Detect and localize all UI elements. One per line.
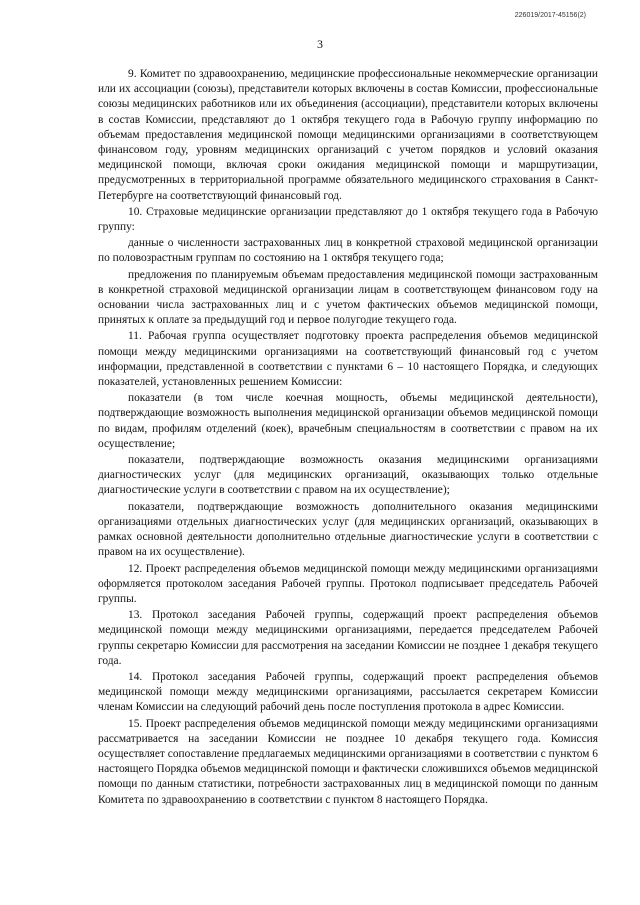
paragraph-11: 11. Рабочая группа осуществляет подготовку проекта распределения объемов медицинской помощи между медицинскими организациями на соответствующий финансовый год с учетом информации, представленной в соответствии с пунктами 6 – 10 настоящего Порядка, и следующих показателей, установленных решением Комиссии: <box>98 330 598 389</box>
document-id: 226019/2017-45156(2) <box>514 12 586 19</box>
page-number: 3 <box>317 37 323 51</box>
paragraph-11-item-3: показатели, подтверждающие возможность дополнительного оказания медицинскими организациями отдельных диагностических услуг (для медицинских организаций, оказывающих в рамках основной деятельности дополнительно отдельные диагностические услуги в соответствии с правом на их осуществление). <box>98 500 598 559</box>
paragraph-12: 12. Проект распределения объемов медицинской помощи между медицинскими организациями оформляется протоколом заседания Рабочей группы. Протокол подписывает председатель Рабочей группы. <box>98 562 598 605</box>
document-body <box>98 67 598 809</box>
paragraph-14: 14. Протокол заседания Рабочей группы, содержащий проект распределения объемов медицинской помощи между медицинскими организациями, рассылается секретарем Комиссии членам Комиссии на следующий рабочий день после поступления протокола в адрес Комиссии. <box>98 670 598 714</box>
paragraph-13: 13. Протокол заседания Рабочей группы, содержащий проект распределения объемов медицинской помощи между медицинскими организациями, передается председателем Рабочей группы секретарю Комиссии для рассмотрения на заседании Комиссии не позднее 1 декабря текущего года. <box>98 609 598 667</box>
paragraph-10-item-2: предложения по планируемым объемам предоставления медицинской помощи застрахованным в конкретной страховой медицинской организации лицам в соответствующем финансовом году на основании числа застрахованных лиц и с учетом фактических объемов медицинской помощи, принятых к оплате за предыдущий год и первое полугодие текущего года. <box>98 268 598 327</box>
paragraph-10: 10. Страховые медицинские организации представляют до 1 октября текущего года в Рабочую группу: <box>98 205 598 234</box>
paragraph-11-item-1: показатели (в том числе коечная мощность, объемы медицинской деятельности), подтверждающие возможность выполнения медицинской организации объемов медицинской помощи по видам, профилям отделений (коек), врачебным специальностям в соответствии с правом на их осуществление; <box>98 392 598 450</box>
paragraph-9: 9. Комитет по здравоохранению, медицинские профессиональные некоммерческие организации или их ассоциации (союзы), представители которых включены в состав Комиссии, профессиональные союзы медицинских работников или их объединения (ассоциации), представители которых включены в состав Комиссии, представляют до 1 октября текущего года в Рабочую группу информацию по объемам предоставления медицинской помощи медицинскими организациями в соответствующем финансовом году, уровням медицинских организаций с учетом порядков и условий оказания медицинской помощи, включая сроки ожидания медицинской помощи и маршрутизации, предусмотренных в территориальной программе обязательного медицинского страхования в Санкт-Петербурге на соответствующий финансовый год. <box>98 68 598 202</box>
paragraph-11-item-2: показатели, подтверждающие возможность оказания медицинскими организациями диагностических услуг (для медицинских организаций, оказывающих только отдельные диагностические услуги в соответствии с правом на их осуществление); <box>98 454 598 497</box>
paragraph-10-item-1: данные о численности застрахованных лиц в конкретной страховой медицинской организации по половозрастным группам по состоянию на 1 октября текущего года; <box>98 237 598 265</box>
paragraph-15: 15. Проект распределения объемов медицинской помощи между медицинскими организациями рассматривается на заседании Комиссии не позднее 10 декабря текущего года. Комиссия осуществляет сопоставление предлагаемых медицинскими организациями в соответствии с пунктом 6 настоящего Порядка объемов медицинской помощи и фактически сложившихся объемов медицинской помощи по данным статистики, потребности застрахованных лиц в медицинской помощи по данным Комитета по здравоохранению в соответствии с пунктом 8 настоящего Порядка. <box>98 717 598 806</box>
